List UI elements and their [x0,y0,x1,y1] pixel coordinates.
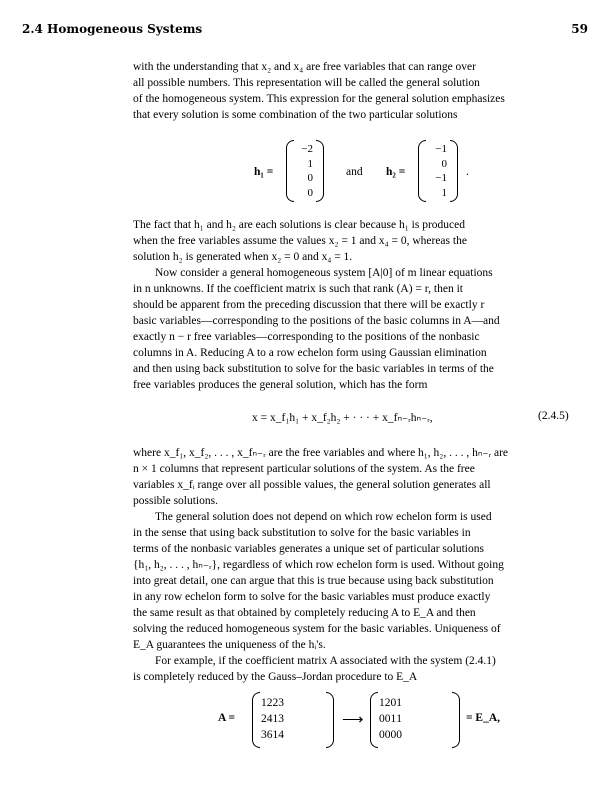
text-line: Now consider a general homogeneous system [A|0] of m linear equations [155,267,493,279]
text-line: in the sense that using back substitution to solve for the basic variables in [133,527,471,539]
text-line: The general solution does not depend on which row echelon form is used [155,511,492,523]
matrix-cell: 1 [396,697,402,709]
matrix-cell: 4 [266,713,273,725]
right-paren [450,140,458,202]
running-header [22,22,588,38]
arrow-icon: ⟶ [342,712,364,728]
text-line: and then using back substitution to solve for the basic variables in terms of the [133,363,494,375]
h1-vector [286,140,324,202]
text-line: should be apparent from the preceding discussion that there will be exactly r [133,299,485,311]
left-paren [286,140,294,202]
right-paren [452,692,460,748]
vector-entry: −2 [301,143,313,156]
text-line: when the free variables assume the values x₂ = 1 and x₄ = 0, whereas the [133,235,467,247]
ea-label: = E_A, [466,712,501,724]
matrix-cell: 3 [278,697,284,709]
matrix-cell: 2 [272,697,279,709]
matrix-cell: 1 [396,713,402,725]
matrix-row [379,727,402,743]
text-line: with the understanding that x₂ and x₄ are free variables that can range over [133,61,476,73]
text-line: The fact that h₁ and h₂ are each solutions is clear because h₁ is produced [133,219,465,231]
vector-entry: 1 [307,157,313,170]
matrix-cell: 0 [379,713,385,725]
vector-entry: 1 [441,186,447,199]
matrix-cell: 1 [261,697,267,709]
vector-entry: 0 [441,157,447,170]
matrix-cell: 4 [278,729,284,741]
text-line: exactly n − r free variables—corresponding to the positions of the nonbasic [133,331,480,343]
text-line: the same result as that obtained by completely reducing A to E_A and then [133,607,476,619]
matrix-row [261,711,284,727]
right-paren [316,140,324,202]
text-line: that every solution is some combination of the two particular solutions [133,109,458,121]
text-line: terms of the nonbasic variables generates a unique set of particular solutions [133,543,484,555]
left-paren [370,692,378,748]
text-line: where x_f₁, x_f₂, . . . , x_fₙ₋ᵣ are the free variables and where h₁, h₂, . . . , hₙ₋ᵣ are [133,447,509,459]
text-line: {h₁, h₂, . . . , hₙ₋ᵣ}, regardless of which row echelon form is used. Without going [133,559,504,571]
matrix-cell: 0 [384,729,391,741]
page-number: 59 [571,22,588,36]
h2-label: h₂ = [386,166,406,178]
matrix-cell: 1 [390,713,397,725]
equation-number: (2.4.5) [538,410,569,422]
text-line: in any row echelon form to solve for the basic variables must produce exactly [133,591,491,603]
matrix-cell: 0 [396,729,402,741]
matrix-a [252,692,334,748]
matrix-cell: 0 [384,713,391,725]
text-line: all possible numbers. This representation will be called the general solution [133,77,480,89]
equation-body: x = x_f₁h₁ + x_f₂h₂ + · · · + x_fₙ₋ᵣhₙ₋ᵣ, [252,412,433,424]
text-line: is completely reduced by the Gauss–Jordan procedure to E_A [133,671,418,683]
matrix-row [379,711,402,727]
vector-entry: −1 [435,172,447,185]
matrix-row [261,727,284,743]
vector-entry: 0 [307,172,313,185]
a-label: A = [218,712,236,724]
matrix-cell: 0 [390,697,397,709]
text-line: solving the reduced homogeneous system for the basic variables. Uniqueness of [133,623,501,635]
matrix-cell: 2 [261,713,267,725]
h1-label: h₁ = [254,166,274,178]
h2-vector [418,140,458,202]
text-line: For example, if the coefficient matrix A associated with the system (2.4.1) [155,655,496,667]
vector-entry: 0 [307,186,313,199]
matrix-cell: 0 [379,729,385,741]
left-paren [418,140,426,202]
text-line: free variables produces the general solution, which has the form [133,379,428,391]
text-line: basic variables—corresponding to the positions of the basic columns in A—and [133,315,500,327]
vector-entry: −1 [435,143,447,156]
text-line: in n unknowns. If the coefficient matrix is such that rank (A) = r, then it [133,283,463,295]
text-line: E_A guarantees the uniqueness of the hᵢ's. [133,639,326,651]
text-line: solution h₂ is generated when x₂ = 0 and x₄ = 1. [133,251,353,263]
matrix-cell: 1 [272,729,279,741]
text-line: n × 1 columns that represent particular solutions of the system. As the free [133,463,475,475]
matrix-cell: 2 [384,697,391,709]
text-line: variables x_fᵢ range over all possible values, the general solution generates all [133,479,491,491]
matrix-cell: 3 [278,713,284,725]
matrix-row [261,695,284,711]
matrix-row [379,695,402,711]
matrix-cell: 6 [266,729,273,741]
matrix-cell: 2 [266,697,273,709]
left-paren [252,692,260,748]
matrix-ea [370,692,460,748]
text-line: possible solutions. [133,495,218,507]
text-line: of the homogeneous system. This expression for the general solution emphasizes [133,93,505,105]
text-line: into great detail, one can argue that this is true because using back substitution [133,575,494,587]
section-title: 2.4 Homogeneous Systems [22,22,203,36]
and-word: and [346,166,363,178]
right-paren [326,692,334,748]
matrix-cell: 1 [379,697,385,709]
matrix-cell: 3 [261,729,267,741]
matrix-cell: 0 [390,729,397,741]
matrix-cell: 1 [272,713,279,725]
period: . [466,166,469,178]
text-line: columns in A. Reducing A to a row echelon form using Gaussian elimination [133,347,487,359]
